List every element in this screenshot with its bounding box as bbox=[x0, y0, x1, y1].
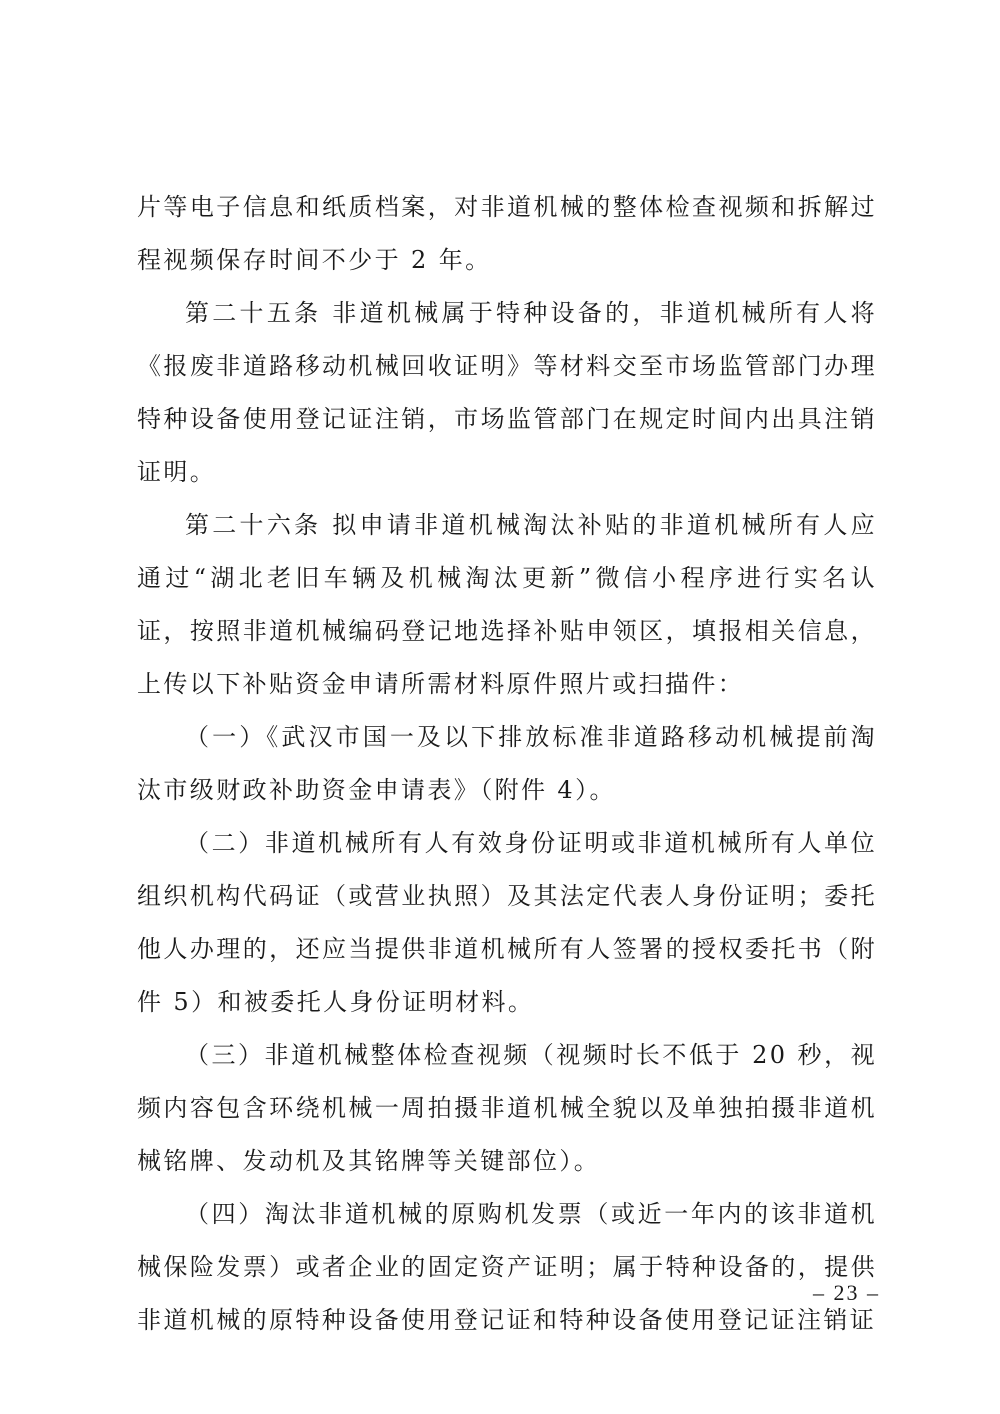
paragraph-continuation: 片等电子信息和纸质档案，对非道机械的整体检查视频和拆解过程视频保存时间不少于 2 年。 bbox=[137, 193, 877, 274]
paragraph-article-26: 第二十六条 拟申请非道机械淘汰补贴的非道机械所有人应通过“湖北老旧车辆及机械淘汰更新”微信小程序进行实名认证，按照非道机械编码登记地选择补贴申领区，填报相关信息，上传以下补贴资金申请所需材料原件照片或扫描件： bbox=[137, 511, 877, 698]
paragraph-item-1: （一）《武汉市国一及以下排放标准非道路移动机械提前淘汰市级财政补助资金申请表》（附件 4）。 bbox=[137, 723, 877, 804]
page-number: – 23 – bbox=[813, 1280, 880, 1305]
paragraph-item-3: （三）非道机械整体检查视频（视频时长不低于 20 秒，视频内容包含环绕机械一周拍摄非道机械全貌以及单独拍摄非道机械铭牌、发动机及其铭牌等关键部位）。 bbox=[137, 1041, 877, 1175]
body-text bbox=[137, 181, 877, 1347]
paragraph-item-4: （四）淘汰非道机械的原购机发票（或近一年内的该非道机械保险发票）或者企业的固定资产证明；属于特种设备的，提供非道机械的原特种设备使用登记证和特种设备使用登记证注销证 bbox=[137, 1200, 877, 1334]
paragraph-item-2: （二）非道机械所有人有效身份证明或非道机械所有人单位组织机构代码证（或营业执照）及其法定代表人身份证明；委托他人办理的，还应当提供非道机械所有人签署的授权委托书（附件 5）和被委托人身份证明材料。 bbox=[137, 829, 877, 1016]
paragraph-article-25: 第二十五条 非道机械属于特种设备的，非道机械所有人将《报废非道路移动机械回收证明》等材料交至市场监管部门办理特种设备使用登记证注销，市场监管部门在规定时间内出具注销证明。 bbox=[137, 299, 877, 486]
